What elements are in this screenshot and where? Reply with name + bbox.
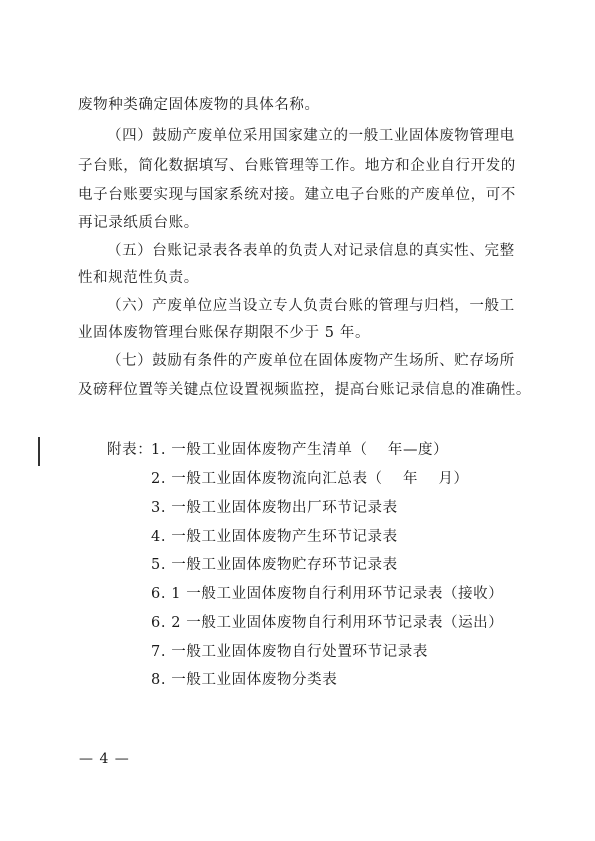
paragraph-4-line-1: （四）鼓励产废单位采用国家建立的一般工业固体废物管理电: [107, 128, 515, 144]
page-number: — 4 —: [79, 751, 130, 767]
attachment-item-5: 5. 一般工业固体废物贮存环节记录表: [151, 557, 398, 573]
margin-bar: [38, 437, 40, 466]
attachment-item-6-1: 6. 1 一般工业固体废物自行利用环节记录表（接收）: [151, 586, 504, 602]
attachment-item-2: 2. 一般工业固体废物流向汇总表（ 年 月）: [151, 471, 469, 487]
attachment-item-3: 3. 一般工业固体废物出厂环节记录表: [151, 500, 398, 516]
attachment-item-4: 4. 一般工业固体废物产生环节记录表: [151, 529, 398, 545]
paragraph-5-line-1: （五）台账记录表各表单的负责人对记录信息的真实性、完整: [107, 243, 515, 259]
attachment-item-6-2: 6. 2 一般工业固体废物自行利用环节记录表（运出）: [151, 615, 504, 631]
paragraph-6-line-2: 业固体废物管理台账保存期限不少于 5 年。: [78, 325, 371, 341]
paragraph-7-line-1: （七）鼓励有条件的产废单位在固体废物产生场所、贮存场所: [107, 353, 515, 369]
attachments-label: 附表：: [107, 442, 153, 458]
paragraph-5-line-2: 性和规范性负责。: [78, 270, 199, 286]
attachment-item-7: 7. 一般工业固体废物自行处置环节记录表: [151, 644, 428, 660]
paragraph-7-line-2: 及磅秤位置等关键点位设置视频监控，提高台账记录信息的准确性。: [78, 382, 531, 398]
paragraph-continuation-line: 废物种类确定固体废物的具体名称。: [78, 97, 320, 113]
attachment-item-1: 1. 一般工业固体废物产生清单（ 年—度）: [151, 442, 449, 458]
paragraph-4-line-2: 子台账，简化数据填写、台账管理等工作。地方和企业自行开发的: [78, 158, 516, 174]
attachment-item-8: 8. 一般工业固体废物分类表: [151, 672, 338, 688]
paragraph-6-line-1: （六）产废单位应当设立专人负责台账的管理与归档，一般工: [107, 298, 515, 314]
paragraph-4-line-4: 再记录纸质台账。: [78, 215, 199, 231]
paragraph-4-line-3: 电子台账要实现与国家系统对接。建立电子台账的产废单位，可不: [78, 187, 516, 203]
